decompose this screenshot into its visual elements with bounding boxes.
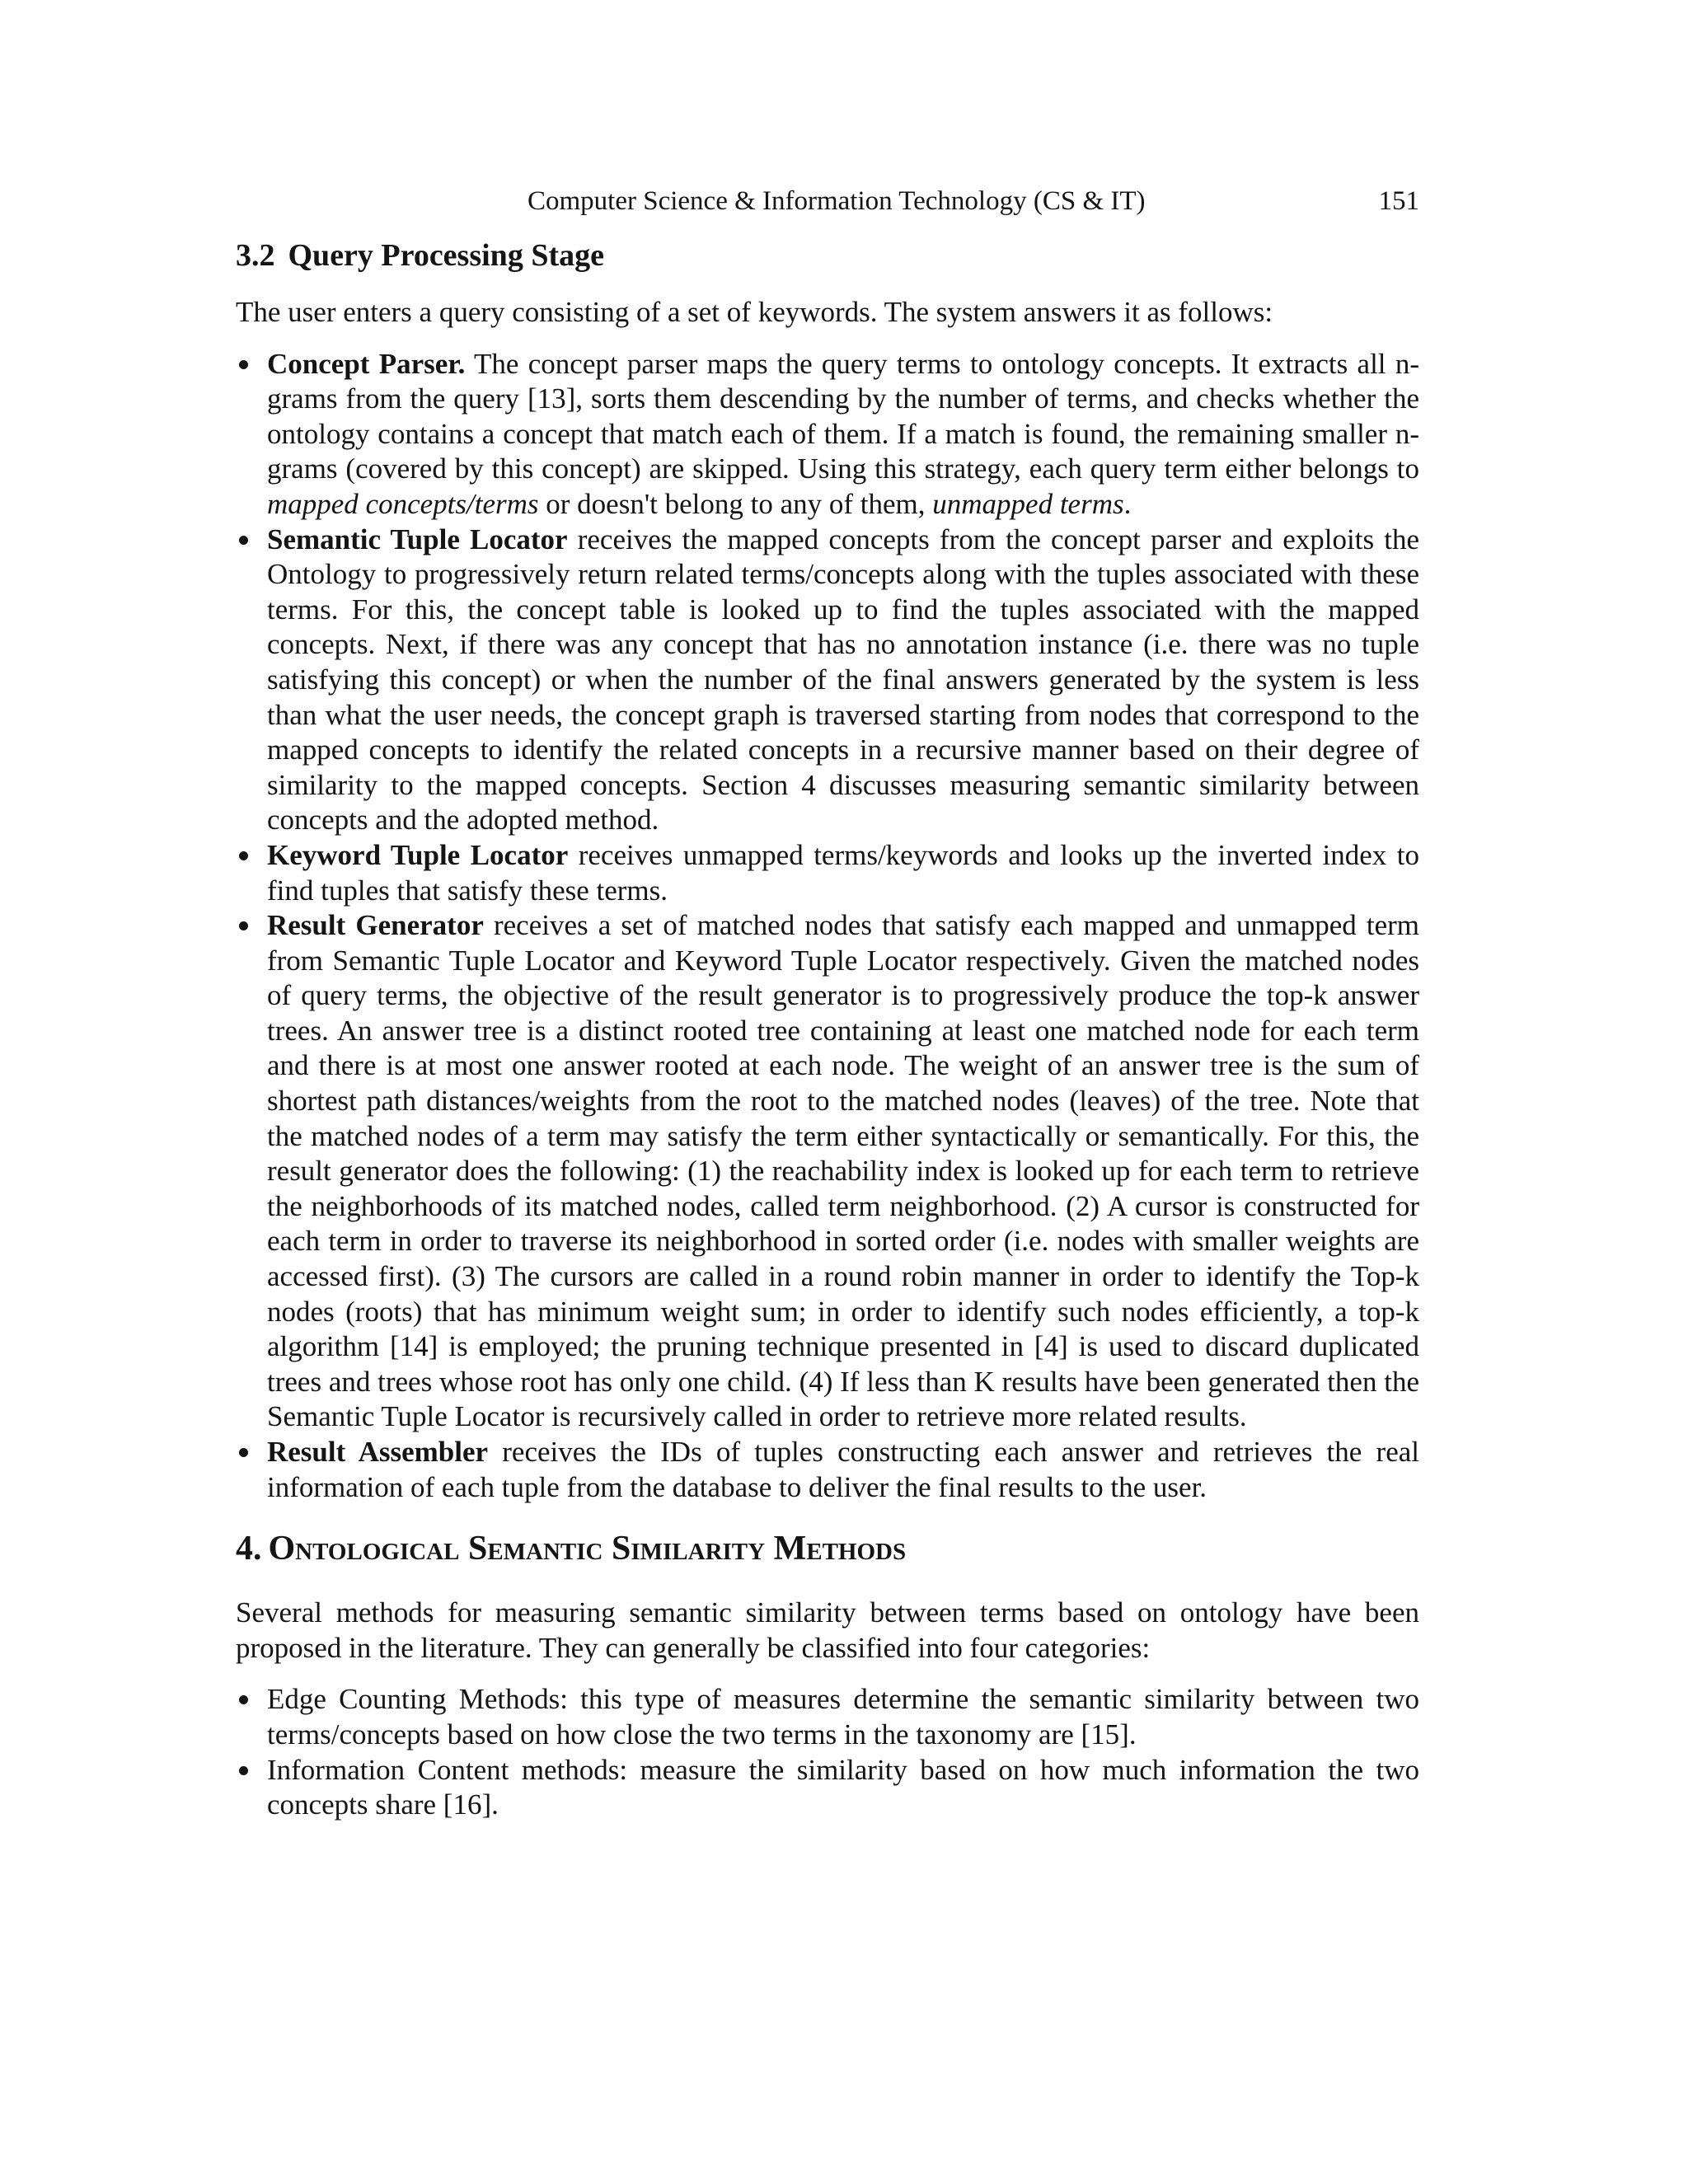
subsection-intro: The user enters a query consisting of a set of keywords. The system answers it as follows:: [236, 296, 1273, 328]
item-text: Information Content methods: measure the similarity based on how much information the two concepts share [16].: [267, 1753, 1419, 1821]
section-number: 4.: [236, 1530, 262, 1568]
item-text: receives the mapped concepts from the concept parser and exploits the Ontology to progressively return related terms/concepts along with the tuples associated with these terms. For this, the concept table is looked up to find the tuples associated with the mapped concepts. Next, if there was any concept that has no annotation instance (i.e. there was no tuple satisfying this concept) or when the number of the final answers generated by the system is less than what the user needs, the concept graph is traversed starting from nodes that correspond to the mapped concepts to identify the related concepts in a recursive manner based on their degree of similarity to the mapped concepts. Section 4 discusses measuring semantic similarity between concepts and the adopted method.: [267, 523, 1419, 837]
item-lead: Concept Parser.: [267, 347, 466, 380]
bullet-icon: [239, 1695, 248, 1704]
section-title: Ontological Semantic Similarity Methods: [268, 1530, 907, 1568]
subsection-heading: [236, 234, 1419, 277]
section-heading: [236, 1526, 1419, 1571]
item-text: receives the IDs of tuples constructing each answer and retrieves the real information of each tuple from the database to deliver the final results to the user.: [267, 1436, 1419, 1503]
item-emphasis: unmapped terms: [932, 487, 1124, 520]
item-text: or doesn't belong to any of them,: [538, 487, 933, 520]
list-item-result-generator: [236, 908, 1419, 1435]
body-content: [236, 234, 1419, 1823]
item-lead: Result Generator: [267, 909, 484, 942]
page-number: 151: [1378, 186, 1419, 216]
list-item-concept-parser: [236, 347, 1419, 523]
journal-title: Computer Science & Information Technology (CS & IT): [528, 186, 1146, 216]
method-list: [236, 1682, 1419, 1822]
item-emphasis: mapped concepts/terms: [267, 487, 539, 520]
subsection-number: 3.2: [236, 238, 275, 273]
list-item-result-assembler: [236, 1435, 1419, 1505]
subsection-title: Query Processing Stage: [288, 238, 604, 273]
item-text: The concept parser maps the query terms to ontology concepts. It extracts all n-grams from the query [13], sorts them descending by the number of terms, and checks whether the ontology contains a concept that match each of them. If a match is found, the remaining smaller n-grams (covered by this concept) are skipped. Using this strategy, each query term either belongs to: [267, 347, 1419, 485]
item-text: Edge Counting Methods: this type of measures determine the semantic similarity between two terms/concepts based on how close the two terms in the taxonomy are [15].: [267, 1683, 1419, 1750]
list-item-semantic-tuple-locator: [236, 523, 1419, 838]
bullet-icon: [239, 921, 248, 930]
list-item-keyword-tuple-locator: [236, 838, 1419, 908]
bullet-icon: [239, 1766, 248, 1775]
running-header: [0, 183, 1688, 219]
bullet-icon: [239, 851, 248, 860]
item-text: receives a set of matched nodes that satisfy each mapped and unmapped term from Semantic Tuple Locator and Keyword Tuple Locator respectively. Given the matched nodes of query terms, the objective of the result generator is to progressively produce the top-k answer trees. An answer tree is a distinct rooted tree containing at least one matched node for each term and there is at most one answer rooted at each node. The weight of an answer tree is the sum of shortest path distances/weights from the root to the matched nodes (leaves) of the tree. Note that the matched nodes of a term may satisfy the term either syntactically or semantically. For this, the result generator does the following: (1) the reachability index is looked up for each term to retrieve the neighborhoods of its matched nodes, called term neighborhood. (2) A cursor is constructed for each term in order to traverse its neighborhood in sorted order (i.e. nodes with smaller weights are accessed first). (3) The cursors are called in a round robin manner in order to identify the Top-k nodes (roots) that has minimum weight sum; in order to identify such nodes efficiently, a top-k algorithm [14] is employed; the pruning technique presented in [4] is used to discard duplicated trees and trees whose root has only one child. (4) If less than K results have been generated then the Semantic Tuple Locator is recursively called in order to retrieve more related results.: [267, 909, 1419, 1433]
item-lead: Result Assembler: [267, 1436, 489, 1468]
list-item-information-content: [236, 1753, 1419, 1823]
component-list: [236, 347, 1419, 1506]
list-item-edge-counting: [236, 1682, 1419, 1752]
item-lead: Semantic Tuple Locator: [267, 523, 568, 555]
item-lead: Keyword Tuple Locator: [267, 838, 569, 871]
section-intro: Several methods for measuring semantic similarity between terms based on ontology have been proposed in the literature. They can generally be classified into four categories:: [236, 1596, 1419, 1664]
item-text: .: [1123, 487, 1132, 520]
bullet-icon: [239, 360, 248, 369]
bullet-icon: [239, 536, 248, 545]
item-text: receives unmapped terms/keywords and looks up the inverted index to find tuples that satisfy these terms.: [267, 838, 1419, 907]
bullet-icon: [239, 1448, 248, 1457]
